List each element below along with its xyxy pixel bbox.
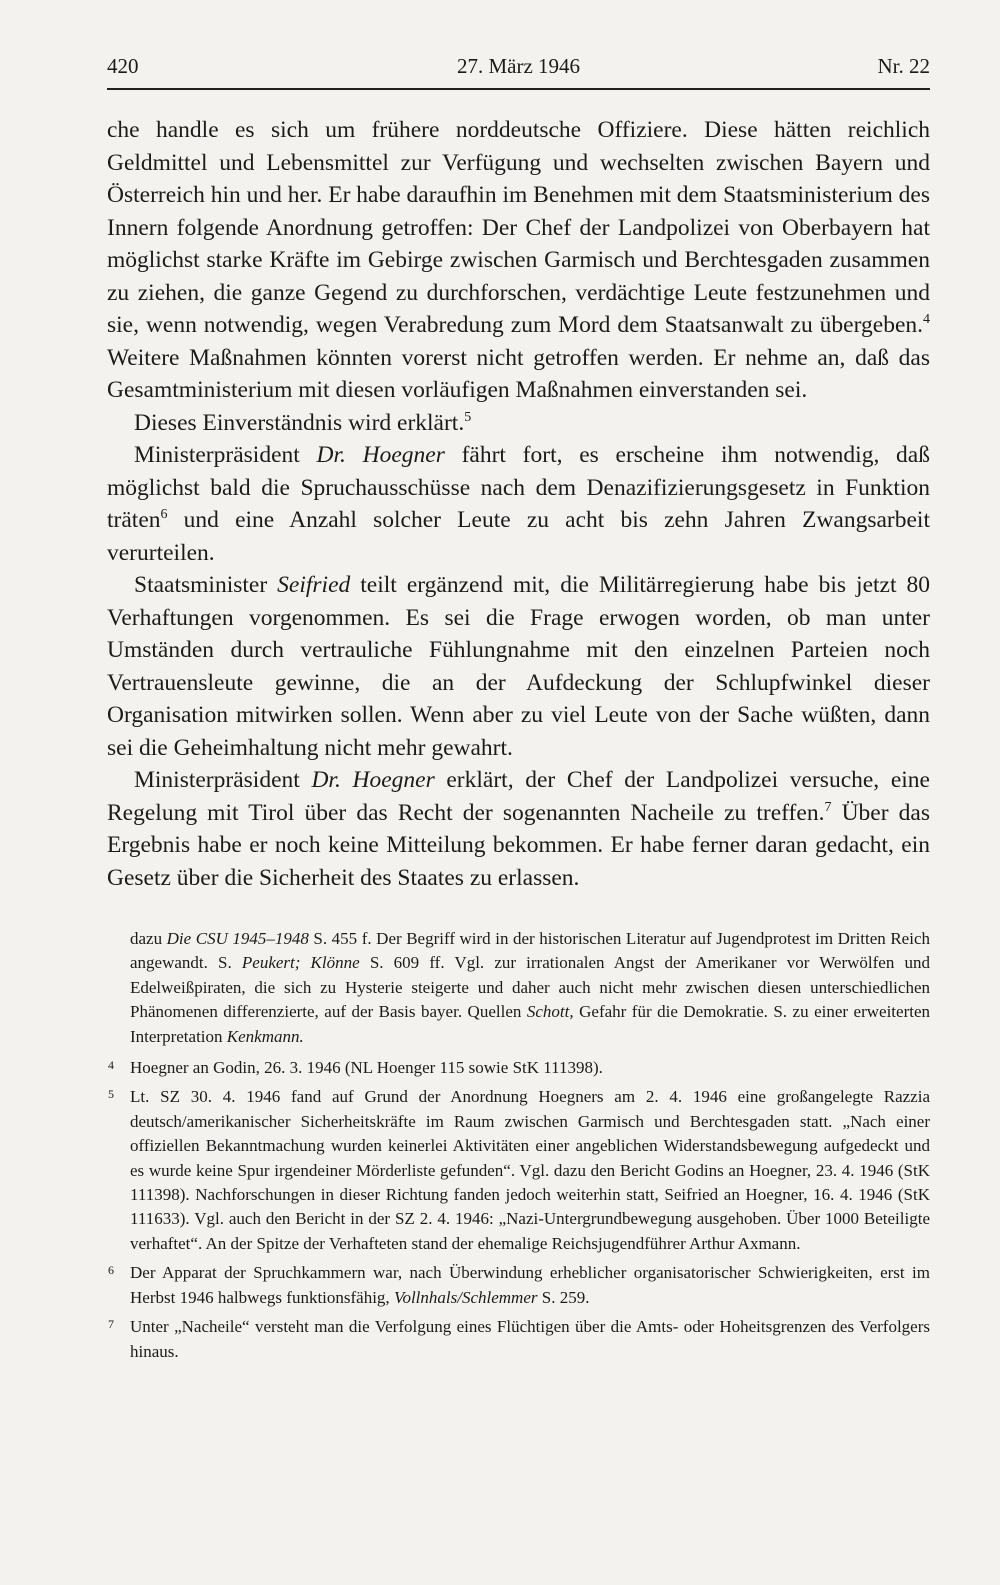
footnote-ref[interactable]: 5 <box>464 409 472 425</box>
header-date: 27. März 1946 <box>456 54 581 78</box>
footnote-5: 5 Lt. SZ 30. 4. 1946 fand auf Grund der Anordnung Hoegners am 2. 4. 1946 eine großangelegte Razzia deutsch/amerikanischer Sicherheitskräfte im Raum zwischen Garmisch und Berchtesgaden statt. „Nach einer offiziellen Bekanntmachung wurden keinerlei Aktivitäten einer angeblichen Widerstandsbewegung aufgedeckt und es wurde keine Spur irgendeiner Mörderliste gefunden“. Vgl. dazu den Bericht Godins an Hoegner, 23. 4. 1946 (StK 111398). Nachforschungen in dieser Richtung fanden jedoch weiterhin statt, Seifried an Hoegner, 16. 4. 1946 (StK 111633). Vgl. auch den Bericht in der SZ 2. 4. 1946: „Nazi-Untergrundbewegung ausgehoben. Über 1000 Beteiligte verhaftet“. An der Spitze der Verhafteten stand der ehemalige Reichsjugendführer Arthur Axmann. <box>130 1085 930 1256</box>
footnote-ref[interactable]: 6 <box>160 507 168 522</box>
page-number: 420 <box>107 54 139 78</box>
person-name: Seifried <box>277 572 351 598</box>
paragraph: Staatsminister Seifried teilt ergänzend mit, die Militärregierung habe bis jetzt 80 Verhaftungen vorgenommen. Es sei die Frage erwogen worden, ob man unter Umständen durch vertrauliche Fühlungnahme mit den einzelnen Parteien noch Vertrauensleute gewinne, die an der Aufdeckung der Schlupfwinkel dieser Organisation mitwirken sollen. Wenn aber zu viel Leute von der Sache wüßten, dann sei die Geheimhaltung nicht mehr gewahrt. <box>107 572 930 761</box>
header-rule <box>107 88 930 90</box>
footnote-ref[interactable]: 4 <box>923 312 930 327</box>
footnotes <box>108 927 930 1369</box>
running-header <box>107 54 930 86</box>
paragraph: Ministerpräsident Dr. Hoegner fährt fort, es erscheine ihm notwendig, daß möglichst bald die Spruchausschüsse nach dem Denazifizierungsgesetz in Funktion träten$^6$ und eine Anzahl solcher Leute zu acht bis zehn Jahren Zwangsarbeit verurteilen. <box>107 442 930 566</box>
footnote-7: 7 Unter „Nacheile“ versteht man die Verfolgung eines Flüchtigen über die Amts- oder Hoheitsgrenzen des Verfolgers hinaus. <box>130 1315 930 1364</box>
footnote-number: 7 <box>108 1317 114 1332</box>
footnote-ref[interactable]: 7 <box>824 799 832 815</box>
paragraph: Ministerpräsident Dr. Hoegner erklärt, der Chef der Landpolizei versuche, eine Regelung mit Tirol über das Recht der sogenannten Nacheile zu treffen.$^7$ Über das Ergebnis habe er noch keine Mitteilung bekommen. Er habe ferner daran gedacht, ein Gesetz über die Sicherheit des Staates zu erlassen. <box>107 767 930 891</box>
issue-number: Nr. 22 <box>877 54 930 78</box>
footnote-number: 4 <box>108 1058 114 1073</box>
person-name: Dr. Hoegner <box>311 767 435 793</box>
footnote-4: 4 Hoegner an Godin, 26. 3. 1946 (NL Hoenger 115 sowie StK 111398). <box>130 1056 930 1080</box>
person-name: Dr. Hoegner <box>316 442 445 468</box>
footnote-continuation: dazu Die CSU 1945–1948 S. 455 f. Der Begriff wird in der historischen Literatur auf Jugendprotest im Dritten Reich angewandt. S. Peukert; Klönne S. 609 ff. Vgl. zur irrationalen Angst der Amerikaner vor Werwölfen und Edelweißpiraten, die sich zu Hysterie steigerte und daher auch nicht mehr zwischen diesen unterschiedlichen Phänomenen differenzierte, auf der Basis bayer. Quellen Schott, Gefahr für die Demokratie. S. zu einer erweiterten Interpretation Kenkmann. <box>130 929 930 1046</box>
footnote-number: 6 <box>108 1263 114 1278</box>
footnote-number: 5 <box>108 1087 114 1102</box>
paragraph: Dieses Einverständnis wird erklärt.$^5$ <box>134 409 472 436</box>
footnote-6: 6 Der Apparat der Spruchkammern war, nach Überwindung erheblicher organisatorischer Schwierigkeiten, erst im Herbst 1946 halbwegs funktionsfähig, Vollnhals/Schlemmer S. 259. <box>130 1261 930 1310</box>
paragraph: che handle es sich um frühere norddeutsche Offiziere. Diese hätten reichlich Geldmittel und Lebensmittel zur Verfügung und wechselten zwischen Bayern und Österreich hin und her. Er habe daraufhin im Benehmen mit dem Staatsministerium des Innern folgende Anordnung getroffen: Der Chef der Landpolizei von Oberbayern hat möglichst starke Kräfte im Gebirge zwischen Garmisch und Berchtesgaden zusammen zu ziehen, die ganze Gegend zu durchforschen, verdächtige Leute festzunehmen und sie, wenn notwendig, wegen Verabredung zum Mord dem Staatsanwalt zu übergeben.$^4$ Weitere Maßnahmen könnten vorerst nicht getroffen werden. Er nehme an, daß das Gesamtministerium mit diesen vorläufigen Maßnahmen einverstanden sei. <box>107 117 930 403</box>
main-text <box>107 114 930 894</box>
